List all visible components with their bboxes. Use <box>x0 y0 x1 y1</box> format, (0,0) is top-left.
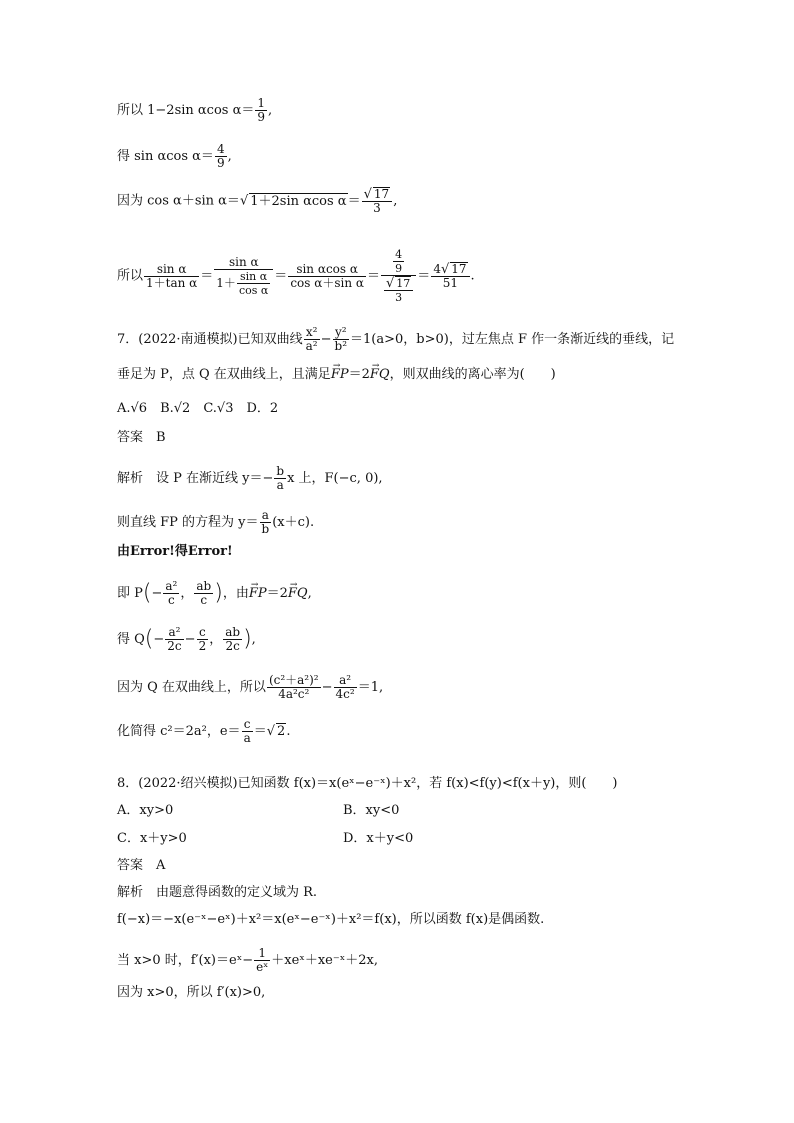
vector-FQ: → FQ <box>370 367 390 383</box>
question-7-line-2: 垂足为 P，点 Q 在双曲线上，且满足→ FP＝2→ FQ，则双曲线的离心率为( ) <box>117 367 556 383</box>
fraction-3: $\frac{\text{sin αcos α}}{\text{cos α＋sin α}}$ <box>290 261 364 290</box>
option-c: C．x＋y>0 <box>117 831 187 846</box>
fraction: $\frac{√ 17}{3}$ <box>362 187 393 215</box>
fraction-y2-b2: $\frac{\text{y²}}{\text{b²}}$ <box>334 325 348 353</box>
solution-line-4: 所以 $\frac{\text{sin α}}{\text{1＋tan α}}$ ＝ sin α 1＋ $\frac{\text{sin α}}{\text{cos α}}$ ＝ $\frac{\text{sin αcos α}}{\text{cos α＋sin α}}$ ＝ $\frac{\frac{4}{9}}{\frac{√ 17}{3}}$ ＝ $\frac{4√ 17}{51}$ . <box>117 248 475 304</box>
question-8-stem: 8．(2022·绍兴模拟)已知函数 f(x)＝x(eˣ−e⁻ˣ)＋x²，若 f(x)<f(y)<f(x＋y)，则( ) <box>117 776 618 791</box>
fraction-5: $\frac{4√ 17}{51}$ <box>431 262 469 290</box>
solution-line-2: 得 sin αcos α＝ $\frac{4}{9}$ , <box>117 142 232 170</box>
answer-8: 答案 A <box>117 858 166 873</box>
solution-line-3: 因为 cos α＋sin α＝√ 1＋2sin αcos α＝ $\frac{√ 17}{3}$ , <box>117 187 398 215</box>
answer-7: 答案 B <box>117 430 166 445</box>
option-b: B．xy<0 <box>343 803 400 818</box>
solution-7-line-5: 得 Q(− $\frac{\text{a²}}{2c}$ − $\frac{c}{2}$ ， $\frac{ab}{2c}$ ), <box>117 625 256 653</box>
vector-FP: → FP <box>331 367 349 383</box>
solution-7-line-6: 因为 Q 在双曲线上，所以 $\frac{\text{(c²＋a²)²}}{\text{4a²c²}}$ − $\frac{\text{a²}}{\text{4c²}}$ ＝1, <box>117 673 384 701</box>
solution-8-line-4: 因为 x>0，所以 f′(x)>0, <box>117 985 266 1000</box>
option-d: D．x＋y<0 <box>343 831 414 846</box>
fraction-1: $\frac{\text{sin α}}{\text{1＋tan α}}$ <box>146 261 198 290</box>
question-7-line-1: 7．(2022·南通模拟)已知双曲线 $\frac{\text{x²}}{\text{a²}}$ − $\frac{\text{y²}}{\text{b²}}$ ＝1(a>0，b>0)，过左焦点 F 作一条渐近线的垂线，记 <box>117 325 675 353</box>
option-a: A．xy>0 <box>117 803 174 818</box>
fraction-x2-a2: $\frac{\text{x²}}{\text{a²}}$ <box>305 325 318 353</box>
solution-8-line-2: f(−x)＝−x(e⁻ˣ−eˣ)＋x²＝x(eˣ−e⁻ˣ)＋x²＝f(x)，所以函数 f(x)是偶函数. <box>117 912 545 927</box>
solution-line-1: 所以 1−2sin αcos α＝ $\frac{1}{9}$ , <box>117 96 273 124</box>
question-7-options: A.√6 B.√2 C.√3 D．2 <box>117 401 279 416</box>
solution-8-line-1: 解析 由题意得函数的定义域为 R. <box>117 885 318 900</box>
solution-7-line-7: 化简得 c²＝2a²，e＝ $\frac{c}{a}$ ＝√ 2. <box>117 717 291 745</box>
fraction-4: $\frac{\frac{4}{9}}{\frac{√ 17}{3}}$ <box>381 248 416 304</box>
fraction: $\frac{4}{9}$ <box>216 142 225 170</box>
solution-7-line-4: 即 P(− $\frac{\text{a²}}{c}$ ， $\frac{ab}{c}$ )，由→ FP＝2→ FQ, <box>117 580 312 607</box>
solution-7-line-2: 则直线 FP 的方程为 y＝ $\frac{a}{b}$ (x＋c). <box>117 508 315 536</box>
text: 所以 1−2sin αcos α＝ <box>117 103 255 118</box>
solution-7-line-1: 解析 设 P 在渐近线 y＝− $\frac{b}{a}$ x 上，F(−c, 0), <box>117 464 383 492</box>
solution-8-line-3: 当 x>0 时，f′(x)＝eˣ− $\frac{1}{\text{eˣ}}$ ＋xeˣ＋xe⁻ˣ＋2x, <box>117 946 378 974</box>
fraction: $\frac{1}{9}$ <box>257 96 266 124</box>
solution-7-line-3: 由Error!得Error! <box>117 544 233 559</box>
fraction-2: sin α 1＋ $\frac{\text{sin α}}{\text{cos α}}$ <box>214 256 273 297</box>
sqrt-expression: 1＋2sin αcos α <box>250 193 347 209</box>
